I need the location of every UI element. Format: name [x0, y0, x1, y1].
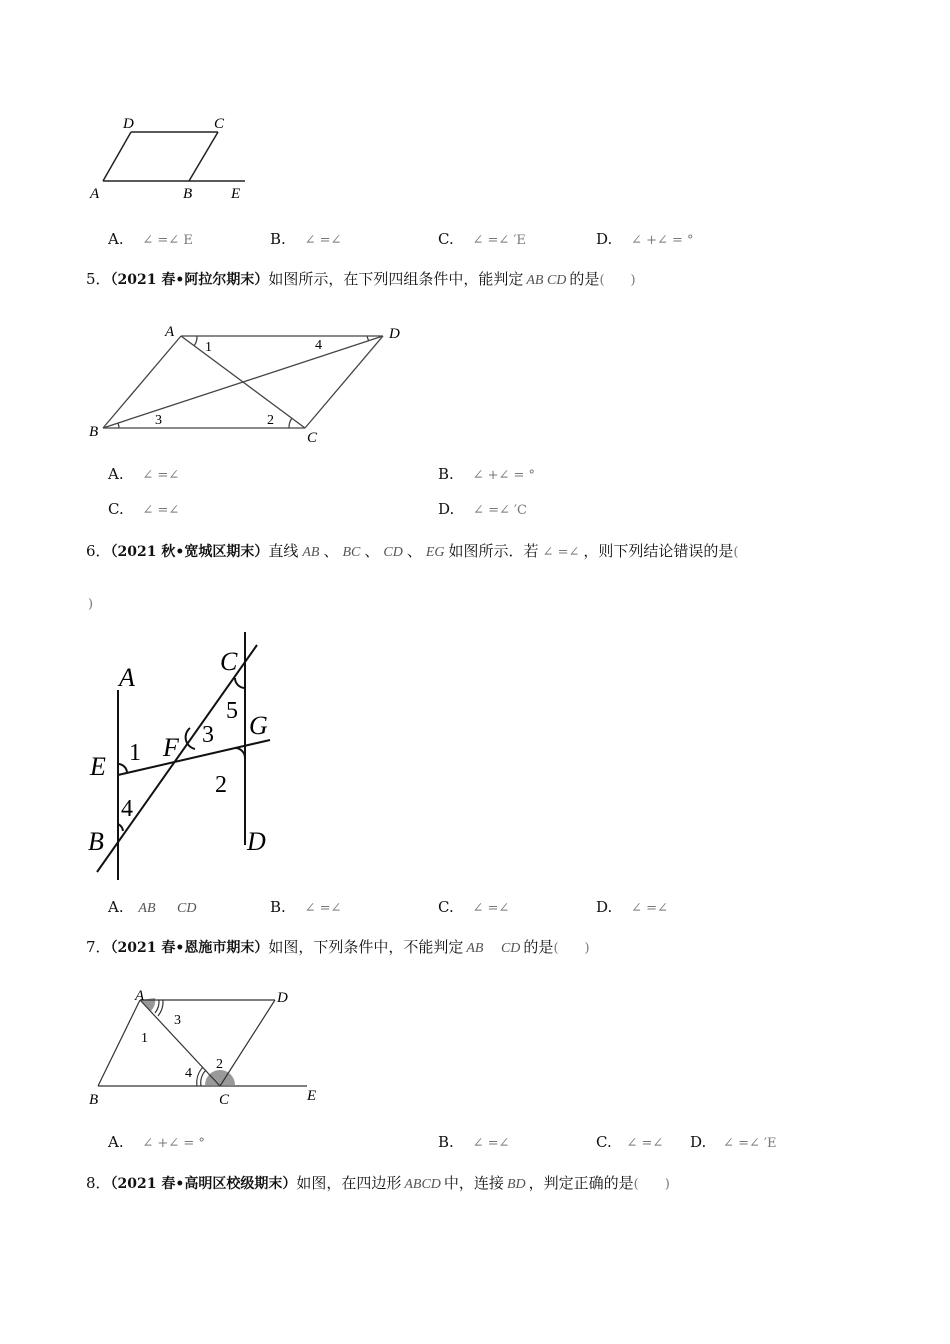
fig6-angle-2: 2 [215, 772, 227, 798]
q5-math: AB CD [526, 273, 567, 288]
q5-option-c[interactable]: C. ∠ =∠ [108, 500, 180, 518]
fig6-label-b: B [88, 827, 104, 856]
q7-option-d[interactable]: D. ∠ =∠ ′E [690, 1133, 777, 1151]
q5-option-d[interactable]: D. ∠ =∠ ′C [438, 500, 527, 518]
q6-option-b-content: ∠ =∠ [304, 901, 342, 916]
q5-option-b[interactable]: B. ∠ +∠ = ° [438, 465, 536, 483]
q6-stem: 6．（2021 秋•宽城区期末）直线 AB 、 BC 、 CD 、 EG 如图所示．若 ∠ =∠ ，则下列结论错误的是( [86, 542, 739, 560]
q6-option-d-content: ∠ =∠ [631, 901, 668, 916]
q7-option-a[interactable]: A. ∠ +∠ = ° [108, 1133, 205, 1151]
fig6-label-d: D [247, 827, 266, 856]
q7-option-b-content: ∠ =∠ [472, 1136, 510, 1151]
fig4-line-ad [103, 132, 131, 181]
q6-option-d[interactable]: D. ∠ =∠ [596, 898, 668, 916]
figure-q4 [85, 110, 265, 205]
figure-q7 [85, 990, 335, 1110]
fig4-line-cb [189, 132, 218, 181]
q5-stem: 5．（2021 春•阿拉尔期末）如图所示，在下列四组条件中，能判定 AB CD 的是( ) [86, 270, 636, 288]
q4-option-d-content: ∠ +∠ = ° [631, 233, 694, 248]
q7-option-b[interactable]: B. ∠ =∠ [438, 1133, 510, 1151]
fig7-label-e: E [307, 1088, 317, 1104]
q7-option-a-content: ∠ +∠ = ° [142, 1136, 205, 1151]
fig7-angle-2: 2 [216, 1057, 223, 1072]
fig4-label-b: B [183, 186, 193, 202]
fig6-label-c: C [220, 647, 238, 676]
q8-source: （2021 春•高明区校级期末） [110, 1176, 297, 1192]
q7-math: AB CD [466, 941, 521, 956]
fig4-label-e: E [231, 186, 241, 202]
q7-option-c[interactable]: C. ∠ =∠ [596, 1133, 664, 1151]
q6-option-a[interactable]: A. AB CD [108, 898, 197, 916]
fig7-label-b: B [89, 1092, 99, 1108]
fig7-label-c: C [219, 1092, 230, 1108]
q5-source: （2021 春•阿拉尔期末） [110, 272, 269, 288]
fig6-angle-4: 4 [121, 796, 133, 822]
fig6-label-g: G [249, 711, 268, 740]
fig4-label-c: C [214, 116, 225, 132]
figure-q6 [85, 630, 285, 885]
fig5-angle-4: 4 [315, 338, 322, 353]
q5-option-a-content: ∠ =∠ [142, 468, 180, 483]
q4-option-a[interactable]: A. ∠ =∠ E [108, 230, 193, 248]
q7-stem: 7．（2021 春•恩施市期末）如图，下列条件中，不能判定 AB CD 的是( ) [86, 938, 590, 956]
q6-option-c-content: ∠ =∠ [472, 901, 510, 916]
q7-option-c-content: ∠ =∠ [626, 1136, 664, 1151]
fig4-label-a: A [90, 186, 100, 202]
fig5-label-d: D [389, 326, 400, 342]
fig5-label-b: B [89, 424, 99, 440]
fig5-angle-1: 1 [205, 340, 212, 355]
q4-option-c-content: ∠ =∠ ′E [472, 233, 526, 248]
q6-option-a-content: AB CD [138, 901, 197, 916]
q6-paren-close: ) [88, 597, 94, 612]
fig6-angle-3: 3 [202, 722, 214, 748]
fig7-angle-4: 4 [185, 1066, 192, 1081]
q7-option-d-content: ∠ =∠ ′E [723, 1136, 777, 1151]
fig6-label-e: E [90, 752, 106, 781]
fig7-angle-3: 3 [174, 1013, 181, 1028]
q5-option-b-content: ∠ +∠ = ° [472, 468, 536, 483]
q4-option-b[interactable]: B. ∠ =∠ [270, 230, 342, 248]
fig5-label-c: C [307, 430, 318, 446]
q4-option-a-content: ∠ =∠ E [142, 233, 193, 248]
q6-option-b[interactable]: B. ∠ =∠ [270, 898, 342, 916]
fig5-angle-2: 2 [267, 413, 274, 428]
fig5-angle-3: 3 [155, 413, 162, 428]
q4-option-d[interactable]: D. ∠ +∠ = ° [596, 230, 694, 248]
fig4-label-d: D [123, 116, 134, 132]
q4-option-c[interactable]: C. ∠ =∠ ′E [438, 230, 526, 248]
fig6-angle-5: 5 [226, 698, 238, 724]
q5-option-d-content: ∠ =∠ ′C [473, 503, 527, 518]
fig7-angle-1: 1 [141, 1031, 148, 1046]
q6-option-c[interactable]: C. ∠ =∠ [438, 898, 510, 916]
q7-source: （2021 春•恩施市期末） [110, 940, 269, 956]
fig6-angle-1: 1 [129, 740, 141, 766]
fig6-label-a: A [119, 663, 135, 692]
q5-option-a[interactable]: A. ∠ =∠ [108, 465, 180, 483]
q4-option-b-content: ∠ =∠ [304, 233, 342, 248]
q6-source: （2021 秋•宽城区期末） [110, 544, 269, 560]
fig5-label-a: A [165, 324, 175, 340]
q5-option-c-content: ∠ =∠ [142, 503, 180, 518]
figure-q5 [85, 318, 415, 448]
q8-math2: BD [506, 1177, 526, 1192]
q8-stem: 8．（2021 春•高明区校级期末）如图，在四边形 ABCD 中，连接 BD ，判定正确的是( ) [86, 1174, 670, 1192]
fig6-label-f: F [163, 733, 179, 762]
fig7-label-d: D [277, 990, 288, 1006]
fig7-label-a: A [135, 988, 145, 1004]
q8-math: ABCD [404, 1177, 441, 1192]
